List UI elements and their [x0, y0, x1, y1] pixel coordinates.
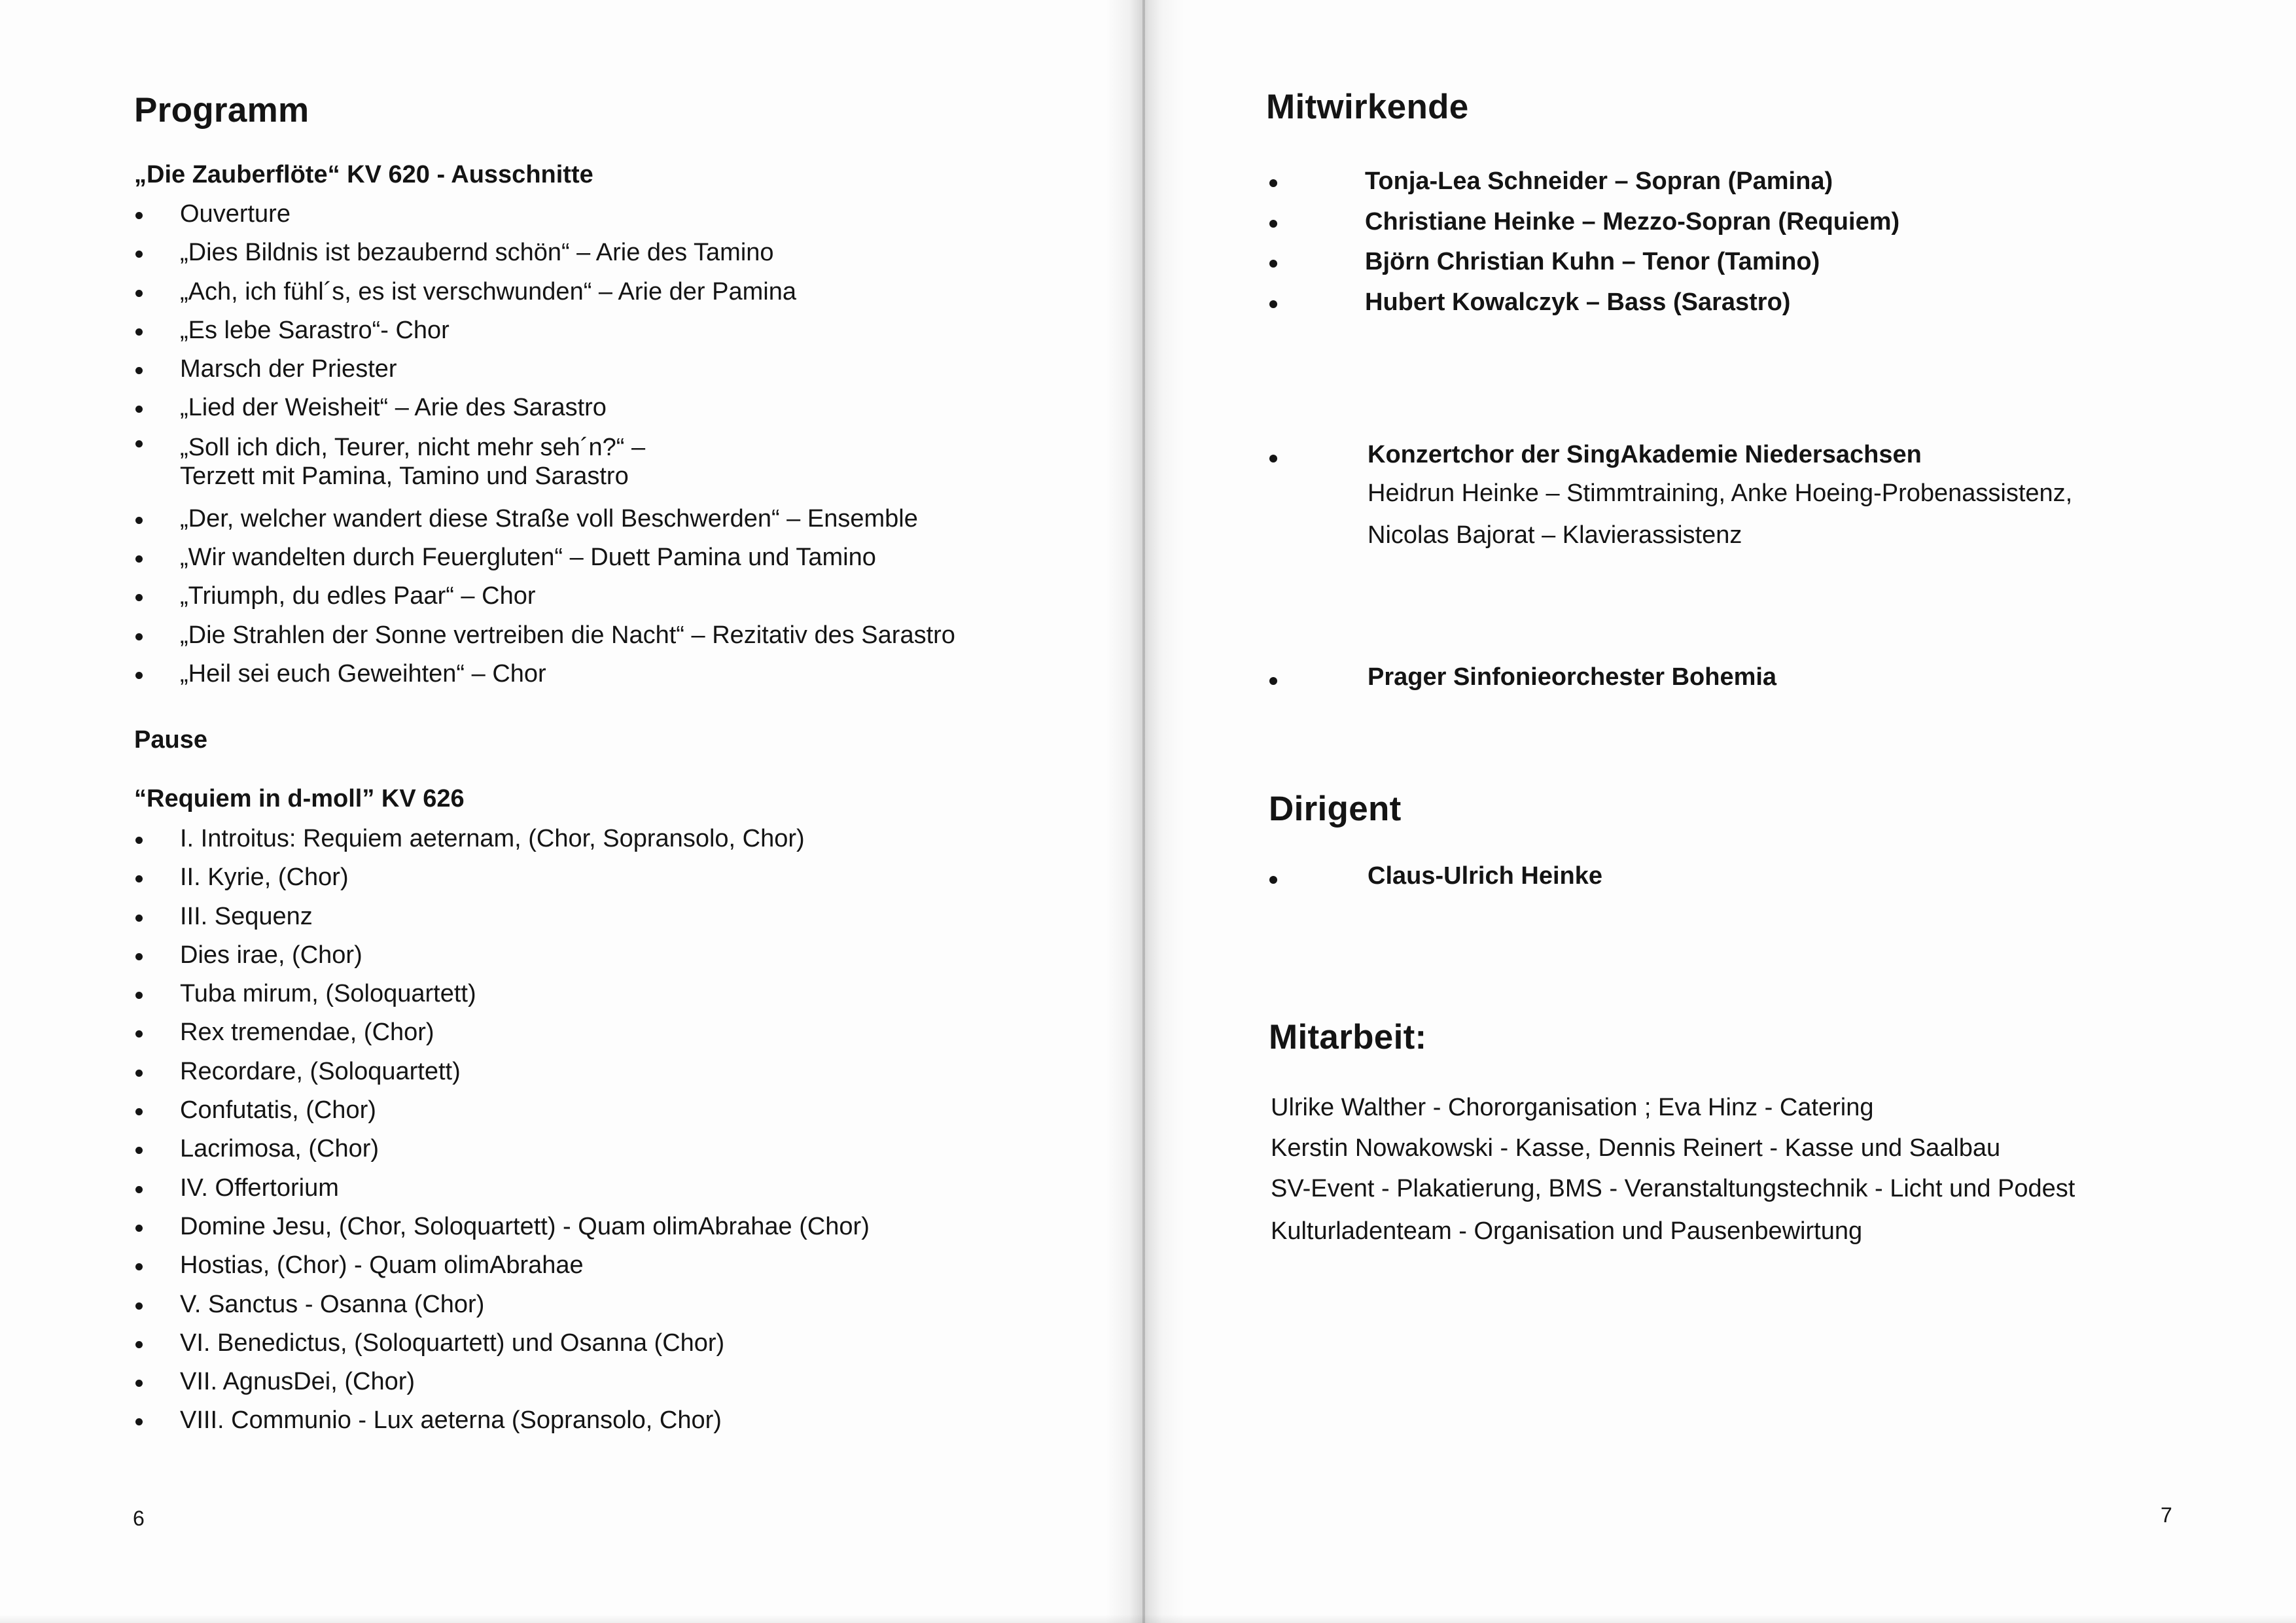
- list-item: V. Sanctus - Osanna (Chor): [134, 1285, 870, 1324]
- programm-heading: Programm: [134, 91, 309, 130]
- mitarbeit-line: Ulrike Walther - Chororganisation ; Eva Hinz - Catering: [1271, 1094, 1874, 1121]
- bullet-icon: [1269, 455, 1277, 462]
- list-item: Marsch der Priester: [134, 350, 955, 389]
- choir-name: Konzertchor der SingAkademie Niedersachsen: [1368, 441, 1922, 468]
- list-item: Rex tremendae, (Chor): [134, 1013, 870, 1052]
- mitarbeit-line: SV-Event - Plakatierung, BMS - Veranstaltungstechnik - Licht und Podest: [1271, 1175, 2075, 1202]
- list-item: „Ach, ich fühl´s, es ist verschwunden“ – Arie der Pamina: [134, 273, 955, 311]
- orchestra-block: [1269, 659, 1776, 695]
- list-item: Hostias, (Chor) - Quam olimAbrahae: [134, 1246, 870, 1285]
- conductor-name: Claus-Ulrich Heinke: [1368, 862, 1602, 890]
- zauberfloete-list: [134, 195, 955, 693]
- list-item: VIII. Communio - Lux aeterna (Sopransolo, Chor): [134, 1401, 870, 1440]
- soloist-item: Hubert Kowalczyk – Bass (Sarastro): [1268, 283, 1899, 323]
- mitarbeit-heading: Mitarbeit:: [1269, 1018, 1427, 1056]
- list-item: „Die Strahlen der Sonne vertreiben die Nacht“ – Rezitativ des Sarastro: [134, 616, 955, 655]
- list-item-terzett: [134, 428, 955, 500]
- pause-heading: Pause: [134, 726, 207, 754]
- list-item: I. Introitus: Requiem aeternam, (Chor, Sopransolo, Chor): [134, 820, 870, 858]
- bullet-icon: [1269, 677, 1277, 685]
- page-number-left: 6: [133, 1507, 145, 1530]
- left-page: [0, 0, 1139, 1623]
- list-item: VI. Benedictus, (Soloquartett) und Osanna (Chor): [134, 1324, 870, 1363]
- zauberfloete-title: „Die Zauberflöte“ KV 620 - Ausschnitte: [134, 161, 593, 188]
- soloist-item: Tonja-Lea Schneider – Sopran (Pamina): [1268, 162, 1899, 202]
- requiem-title: “Requiem in d-moll” KV 626: [134, 785, 465, 812]
- list-item: „Der, welcher wandert diese Straße voll Beschwerden“ – Ensemble: [134, 500, 955, 538]
- conductor-block: [1269, 858, 1602, 894]
- list-item: IV. Offertorium: [134, 1169, 870, 1208]
- list-item: Recordare, (Soloquartett): [134, 1053, 870, 1091]
- choir-line-1: Heidrun Heinke – Stimmtraining, Anke Hoeing-Probenassistenz,: [1368, 480, 2073, 507]
- list-item: Tuba mirum, (Soloquartett): [134, 975, 870, 1013]
- list-item: Ouverture: [134, 195, 955, 234]
- mitwirkende-heading: Mitwirkende: [1266, 88, 1469, 126]
- soloists-list: [1268, 162, 1899, 323]
- list-item: III. Sequenz: [134, 898, 870, 936]
- list-item: „Lied der Weisheit“ – Arie des Sarastro: [134, 389, 955, 427]
- list-item: II. Kyrie, (Chor): [134, 858, 870, 897]
- right-page: [1145, 0, 2296, 1623]
- orchestra-name: Prager Sinfonieorchester Bohemia: [1368, 663, 1777, 691]
- terzett-line1: „Soll ich dich, Teurer, nicht mehr seh´n?“ –: [180, 433, 646, 461]
- list-item: „Heil sei euch Geweihten“ – Chor: [134, 655, 955, 693]
- soloist-item: Christiane Heinke – Mezzo-Sopran (Requiem): [1268, 202, 1899, 243]
- list-item: „Es lebe Sarastro“- Chor: [134, 311, 955, 350]
- mitarbeit-line: Kerstin Nowakowski - Kasse, Dennis Reinert - Kasse und Saalbau: [1271, 1134, 2001, 1162]
- page-number-right: 7: [2161, 1503, 2172, 1527]
- mitarbeit-line: Kulturladenteam - Organisation und Pausenbewirtung: [1271, 1217, 1863, 1245]
- list-item: Lacrimosa, (Chor): [134, 1130, 870, 1168]
- list-item: Dies irae, (Chor): [134, 936, 870, 975]
- terzett-line2: Terzett mit Pamina, Tamino und Sarastro: [180, 462, 629, 490]
- requiem-list: [134, 820, 870, 1440]
- soloist-item: Björn Christian Kuhn – Tenor (Tamino): [1268, 242, 1899, 283]
- list-item: Domine Jesu, (Chor, Soloquartett) - Quam olimAbrahae (Chor): [134, 1208, 870, 1246]
- dirigent-heading: Dirigent: [1269, 790, 1402, 828]
- list-item: „Dies Bildnis ist bezaubernd schön“ – Arie des Tamino: [134, 234, 955, 272]
- choir-block: [1269, 437, 2072, 556]
- list-item: „Wir wandelten durch Feuergluten“ – Duett Pamina und Tamino: [134, 538, 955, 577]
- choir-line-2: Nicolas Bajorat – Klavierassistenz: [1368, 521, 1742, 549]
- list-item: „Triumph, du edles Paar“ – Chor: [134, 577, 955, 616]
- bullet-icon: [1269, 876, 1277, 884]
- list-item: Confutatis, (Chor): [134, 1091, 870, 1130]
- list-item: VII. AgnusDei, (Chor): [134, 1363, 870, 1401]
